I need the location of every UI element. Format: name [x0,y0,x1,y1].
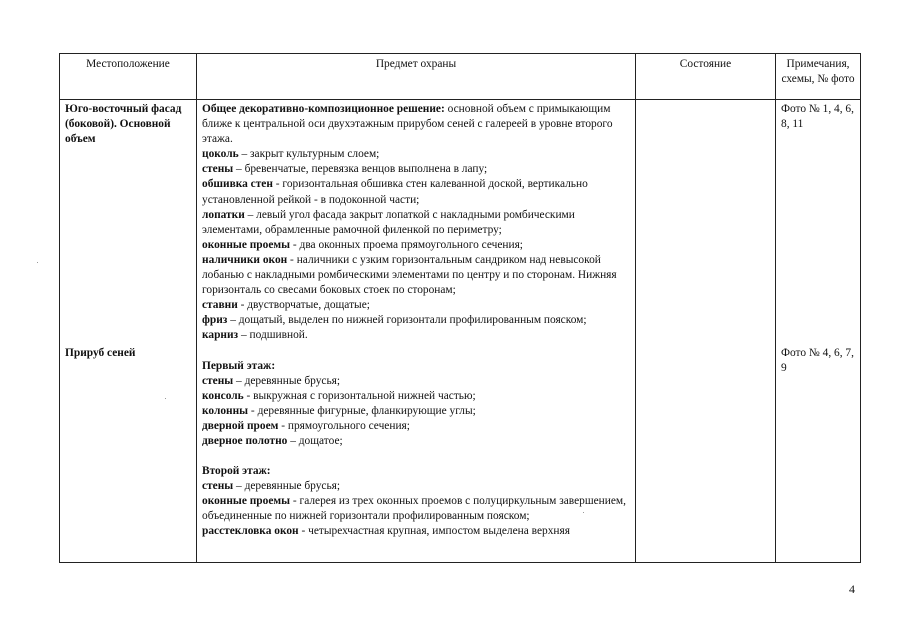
item-term: стены [202,480,234,493]
item-term: дверное полотно [202,434,288,447]
scan-speck [165,398,166,399]
scan-speck [37,262,38,263]
protection-item [202,419,630,434]
item-text: – дощатый, выделен по нижней горизонтали профилированным пояском; [227,314,587,327]
item-term: обшивка стен [202,178,273,191]
item-term: дверной проем [202,419,279,432]
item-term: Общее декоративно-композиционное решение: [202,103,445,115]
protection-item [202,238,630,253]
item-term: оконные проемы [202,495,291,508]
item-term: ставни [202,299,238,312]
protection-item [202,494,630,524]
item-text: – деревянные брусья; [233,480,341,493]
header-condition: Состояние [636,54,776,100]
item-text: – деревянные брусья; [233,374,341,387]
header-location: Местоположение [60,54,197,100]
photo-note-main: Фото № 1, 4, 6, 8, 11 [781,103,854,131]
item-term: карниз [202,329,239,342]
item-text: основной объем с примыкающим ближе к центральной оси двухэтажным прирубом сеней с галереей в уровне второго этажа. [202,103,613,146]
item-text: – дощатое; [287,434,343,447]
location-cell [60,100,197,563]
item-text: – бревенчатые, перевязка венцов выполнена в лапу; [233,163,488,176]
protection-item [202,298,630,313]
protection-item [202,208,630,238]
protection-item [202,389,630,404]
item-term: наличники окон [202,253,288,266]
item-text: – закрыт культурным слоем; [238,148,380,161]
floor-heading: Второй этаж: [202,465,271,478]
photo-note-annex: Фото № 4, 6, 7, 9 [781,347,854,375]
item-text: - прямоугольного сечения; [278,419,410,432]
protection-table [59,53,861,563]
item-term: фриз [202,314,228,327]
item-term: колонны [202,404,249,417]
header-subject: Предмет охраны [197,54,636,100]
item-term: консоль [202,389,244,402]
item-text: - выкружная с горизонтальной нижней частью; [243,389,476,402]
item-term: оконные проемы [202,238,291,251]
item-text: - двустворчатые, дощатые; [237,299,370,312]
page-number: 4 [849,582,855,596]
table-header-row [60,54,861,100]
protection-item [202,479,630,494]
item-text: - два оконных проема прямоугольного сечения; [290,238,523,251]
notes-cell [776,100,861,563]
location-annex: Прируб сеней [65,347,136,360]
item-text: - четырехчастная крупная, импостом выделена верхняя [298,525,571,538]
protection-item [202,147,630,162]
protection-item [202,102,630,147]
item-term: цоколь [202,148,239,161]
header-notes: Примечания, схемы, № фото [776,54,861,100]
protection-item [202,162,630,177]
protection-item [202,177,630,207]
item-term: лопатки [202,208,245,221]
protection-item [202,524,630,539]
location-main-volume: Юго-восточный фасад (боковой). Основной объем [65,103,182,146]
subject-cell [197,100,636,563]
protection-item [202,328,630,343]
item-text: - деревянные фигурные, фланкирующие углы; [248,404,476,417]
item-term: стены [202,163,234,176]
item-text: – подшивной. [238,329,308,342]
item-text: - галерея из трех оконных проемов с полуциркульным завершением, объединенные по нижней горизонтали профилированным пояском; [202,495,626,523]
item-text: – левый угол фасада закрыт лопаткой с накладными ромбическими элементами, обрамленные рамочной филенкой по периметру; [202,208,575,236]
section-main-volume [202,102,630,344]
item-term: стены [202,374,234,387]
section-annex [202,359,630,540]
scan-speck [583,512,584,513]
table-row [60,100,861,563]
protection-item [202,404,630,419]
item-term: расстекловка окон [202,525,299,538]
floor-heading: Первый этаж: [202,359,276,372]
protection-item [202,434,630,449]
item-text: - наличники с узким горизонтальным сандриком над невысокой лобанью с накладными ромбическими элементами по центру и по сторонам. Нижняя горизонталь со свесами боковых стоек по сторонам; [202,253,617,297]
item-text: - горизонтальная обшивка стен калеванной доской, вертикально установленной рейкой - в подоконной части; [202,178,588,206]
condition-cell [636,100,776,563]
protection-item [202,313,630,328]
protection-item [202,374,630,389]
protection-item [202,253,630,298]
